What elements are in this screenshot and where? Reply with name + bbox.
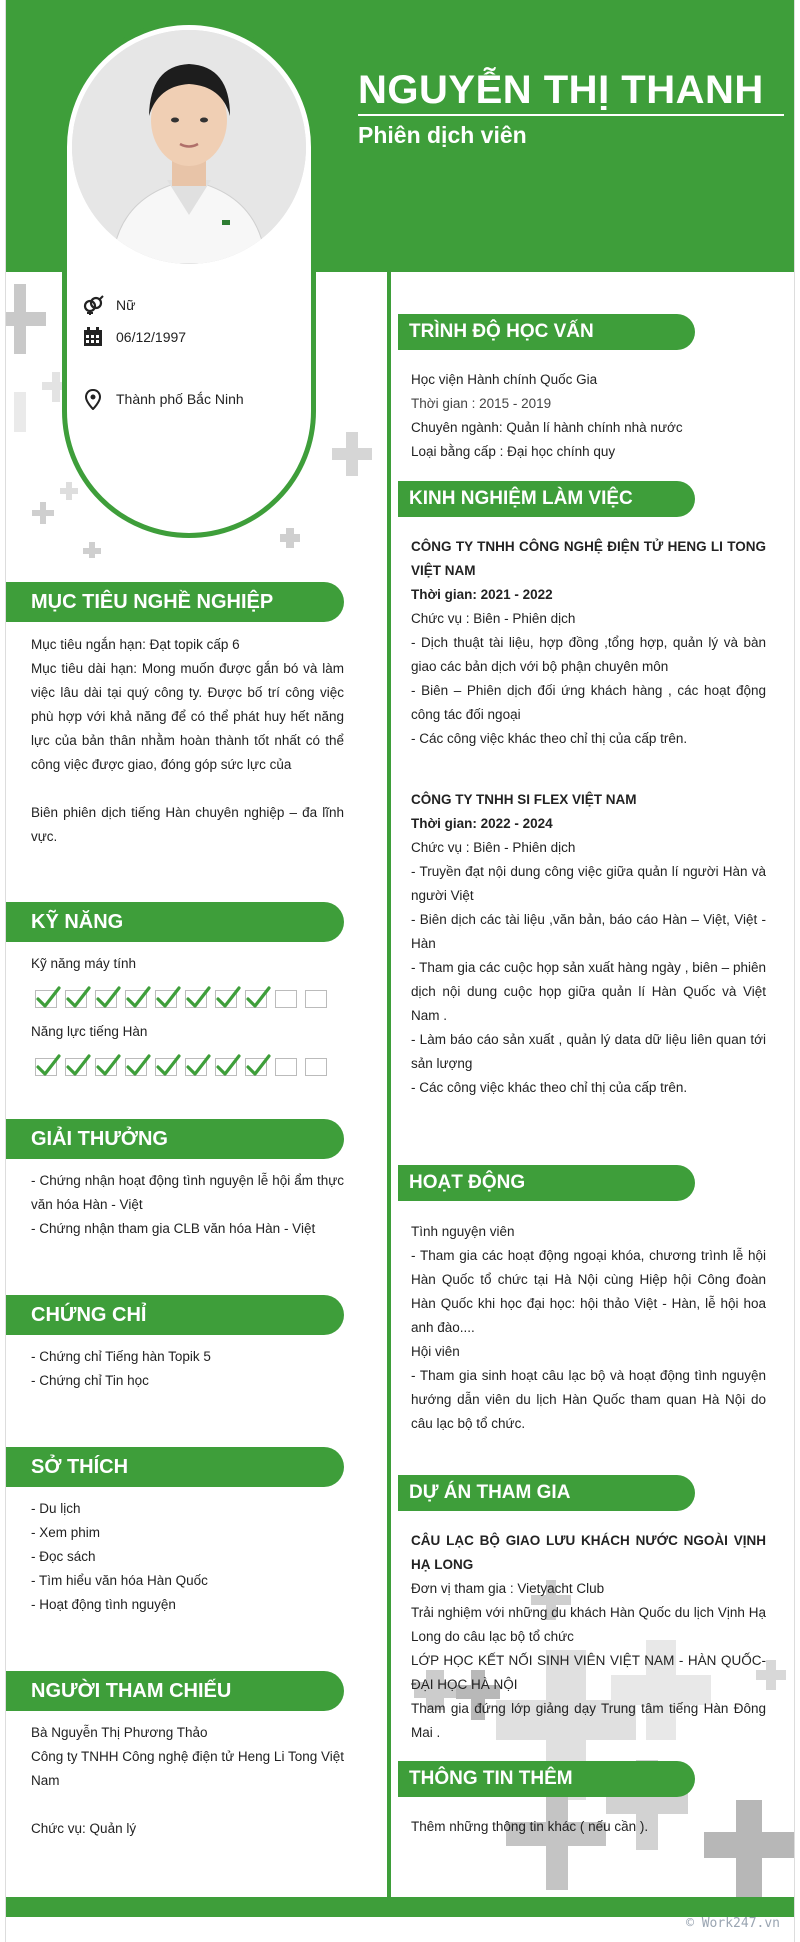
job-duty: - Tham gia các cuộc họp sản xuất hàng ngày , biên – phiên dịch nội dung cuộc họp giữa quản lí Hàn Quốc và Việt Nam . bbox=[411, 960, 766, 1023]
job-title: Phiên dịch viên bbox=[358, 122, 527, 148]
hobby-item: - Du lịch bbox=[31, 1501, 81, 1516]
skill-label-korean: Năng lực tiếng Hàn bbox=[31, 1024, 148, 1039]
education-school: Học viện Hành chính Quốc Gia bbox=[411, 372, 598, 387]
job-role: Chức vụ : Biên - Phiên dịch bbox=[411, 611, 576, 626]
skill-checks-korean bbox=[35, 1058, 327, 1076]
skill-check-filled bbox=[65, 990, 87, 1008]
skill-check-filled bbox=[125, 990, 147, 1008]
hobby-item: - Hoạt động tình nguyện bbox=[31, 1597, 176, 1612]
skill-check-filled bbox=[245, 990, 267, 1008]
objective-note: Biên phiên dịch tiếng Hàn chuyên nghiệp – đa lĩnh vực. bbox=[31, 805, 344, 844]
experience-job-2 bbox=[411, 788, 766, 1100]
gender-row bbox=[82, 294, 135, 316]
projects-text bbox=[411, 1529, 766, 1745]
job-duty: - Làm báo cáo sản xuất , quản lý data dữ liệu liên quan tới sản lượng bbox=[411, 1032, 766, 1071]
skill-check-empty bbox=[275, 990, 297, 1008]
activity-desc: - Tham gia các hoạt động ngoại khóa, chương trình lễ hội Hàn Quốc tổ chức tại Hà Nội cùng Hiệp hội Công đoàn Hàn Quốc khi học đại học: hội thảo Việt - Hàn, lễ hội hoa anh đào.... bbox=[411, 1248, 766, 1335]
skill-checks-computer bbox=[35, 990, 327, 1008]
experience-heading: KINH NGHIỆM LÀM VIỆC bbox=[398, 481, 695, 517]
objective-text bbox=[31, 633, 344, 849]
skill-check-filled bbox=[215, 1058, 237, 1076]
project-unit: Đơn vị tham gia : Vietyacht Club bbox=[411, 1581, 605, 1596]
skill-check-filled bbox=[245, 1058, 267, 1076]
location-row bbox=[82, 388, 244, 410]
certificates-list bbox=[31, 1345, 344, 1393]
project-experience: Trải nghiệm với những du khách Hàn Quốc du lịch Vịnh Hạ Long do câu lạc bộ tổ chức bbox=[411, 1605, 766, 1644]
certificate-item: - Chứng chỉ Tiếng hàn Topik 5 bbox=[31, 1349, 211, 1364]
job-company: CÔNG TY TNHH SI FLEX VIỆT NAM bbox=[411, 792, 637, 807]
references-heading: NGƯỜI THAM CHIẾU bbox=[6, 1671, 344, 1711]
education-text bbox=[411, 368, 766, 464]
watermark: © Work247.vn bbox=[686, 1916, 780, 1931]
job-duty: - Các công việc khác theo chỉ thị của cấp trên. bbox=[411, 731, 688, 746]
activities-text bbox=[411, 1220, 766, 1436]
job-duty: - Các công việc khác theo chỉ thị của cấp trên. bbox=[411, 1080, 688, 1095]
reference-name: Bà Nguyễn Thị Phương Thảo bbox=[31, 1725, 208, 1740]
skill-check-filled bbox=[95, 990, 117, 1008]
profile-photo bbox=[72, 30, 306, 264]
awards-list bbox=[31, 1169, 344, 1241]
job-time: Thời gian: 2022 - 2024 bbox=[411, 816, 553, 831]
project-teaching: Tham gia đứng lớp giảng dạy Trung tâm tiếng Hàn Đông Mai . bbox=[411, 1701, 766, 1740]
reference-company: Công ty TNHH Công nghệ điện tử Heng Li Tong Việt Nam bbox=[31, 1749, 344, 1788]
certificate-item: - Chứng chỉ Tin học bbox=[31, 1373, 149, 1388]
job-duty: - Truyền đạt nội dung công việc giữa quản lí người Hàn và người Việt bbox=[411, 864, 766, 903]
award-item: - Chứng nhận tham gia CLB văn hóa Hàn - Việt bbox=[31, 1221, 316, 1236]
skill-check-filled bbox=[35, 1058, 57, 1076]
education-heading: TRÌNH ĐỘ HỌC VẤN bbox=[398, 314, 695, 350]
skill-check-filled bbox=[125, 1058, 147, 1076]
birthdate-row bbox=[82, 326, 186, 348]
page-edge-left bbox=[5, 0, 6, 1942]
reference-role: Chức vụ: Quản lý bbox=[31, 1821, 137, 1836]
hobbies-heading: SỞ THÍCH bbox=[6, 1447, 344, 1487]
awards-heading: GIẢI THƯỞNG bbox=[6, 1119, 344, 1159]
activity-group: Hội viên bbox=[411, 1344, 460, 1359]
skill-check-empty bbox=[275, 1058, 297, 1076]
skills-heading: KỸ NĂNG bbox=[6, 902, 344, 942]
job-time: Thời gian: 2021 - 2022 bbox=[411, 587, 553, 602]
activity-group: Tình nguyện viên bbox=[411, 1224, 515, 1239]
experience-job-1 bbox=[411, 535, 766, 751]
hobby-item: - Xem phim bbox=[31, 1525, 101, 1540]
resume-page bbox=[6, 0, 794, 1942]
calendar-icon bbox=[82, 326, 104, 348]
extra-info-heading: THÔNG TIN THÊM bbox=[398, 1761, 695, 1797]
objective-heading: MỤC TIÊU NGHỀ NGHIỆP bbox=[6, 582, 344, 622]
job-duty: - Dịch thuật tài liệu, hợp đồng ,tổng hợp, quản lý và bàn giao các bản dịch với bộ phận chuyên môn bbox=[411, 635, 766, 674]
projects-heading: DỰ ÁN THAM GIA bbox=[398, 1475, 695, 1511]
activity-desc: - Tham gia sinh hoạt câu lạc bộ và hoạt động tình nguyện hướng dẫn viên du lịch Hàn Quốc tham quan Hà Nội do câu lạc bộ tổ chức. bbox=[411, 1368, 766, 1431]
project-club: CÂU LẠC BỘ GIAO LƯU KHÁCH NƯỚC NGOÀI VỊNH HẠ LONG bbox=[411, 1533, 766, 1572]
gender-icon bbox=[82, 294, 104, 316]
gender-value: Nữ bbox=[116, 297, 136, 313]
location-pin-icon bbox=[82, 388, 104, 410]
education-time: Thời gian : 2015 - 2019 bbox=[411, 396, 552, 411]
skill-check-filled bbox=[155, 1058, 177, 1076]
footer-band bbox=[6, 1897, 794, 1917]
objective-long-term: Mục tiêu dài hạn: Mong muốn được gắn bó và làm việc lâu dài tại quý công ty. Được bố trí công việc phù hợp với khả năng để có thể phát huy hết năng lực của bản thân nhằm hoàn thành tốt nhất có thể công việc được giao, đóng góp sức lực của bbox=[31, 661, 344, 772]
references-text bbox=[31, 1721, 344, 1841]
skill-check-empty bbox=[305, 990, 327, 1008]
page-edge-right bbox=[794, 0, 795, 1942]
activities-heading: HOẠT ĐỘNG bbox=[398, 1165, 695, 1201]
project-class: LỚP HỌC KẾT NỐI SINH VIÊN VIỆT NAM - HÀN QUỐC- ĐẠI HỌC HÀ NỘI bbox=[411, 1653, 766, 1692]
hobby-item: - Tìm hiểu văn hóa Hàn Quốc bbox=[31, 1573, 208, 1588]
extra-info-text: Thêm những thông tin khác ( nếu cần ). bbox=[411, 1819, 649, 1834]
candidate-name: NGUYỄN THỊ THANH bbox=[358, 68, 764, 112]
column-divider bbox=[387, 272, 391, 1897]
skill-check-filled bbox=[35, 990, 57, 1008]
skill-check-empty bbox=[305, 1058, 327, 1076]
education-degree: Loại bằng cấp : Đại học chính quy bbox=[411, 444, 616, 459]
location-value: Thành phố Bắc Ninh bbox=[116, 391, 244, 407]
job-duty: - Biên – Phiên dịch đối ứng khách hàng , các hoạt động công tác đối ngoại bbox=[411, 683, 766, 722]
certificates-heading: CHỨNG CHỈ bbox=[6, 1295, 344, 1335]
skill-check-filled bbox=[185, 1058, 207, 1076]
skill-check-filled bbox=[185, 990, 207, 1008]
skill-check-filled bbox=[65, 1058, 87, 1076]
skill-label-computer: Kỹ năng máy tính bbox=[31, 956, 137, 971]
objective-short-term: Mục tiêu ngắn hạn: Đạt topik cấp 6 bbox=[31, 637, 240, 652]
job-role: Chức vụ : Biên - Phiên dịch bbox=[411, 840, 576, 855]
job-duty: - Biên dịch các tài liệu ,văn bản, báo cáo Hàn – Việt, Việt - Hàn bbox=[411, 912, 766, 951]
name-underline bbox=[358, 114, 784, 116]
skill-check-filled bbox=[155, 990, 177, 1008]
job-company: CÔNG TY TNHH CÔNG NGHỆ ĐIỆN TỬ HENG LI TONG VIỆT NAM bbox=[411, 539, 766, 578]
skill-check-filled bbox=[215, 990, 237, 1008]
award-item: - Chứng nhận hoạt động tình nguyện lễ hội ẩm thực văn hóa Hàn - Việt bbox=[31, 1173, 344, 1212]
hobby-item: - Đọc sách bbox=[31, 1549, 96, 1564]
skill-check-filled bbox=[95, 1058, 117, 1076]
avatar bbox=[72, 30, 306, 264]
birthdate-value: 06/12/1997 bbox=[116, 329, 187, 345]
education-major: Chuyên ngành: Quản lí hành chính nhà nước bbox=[411, 420, 683, 435]
hobbies-list bbox=[31, 1497, 344, 1617]
